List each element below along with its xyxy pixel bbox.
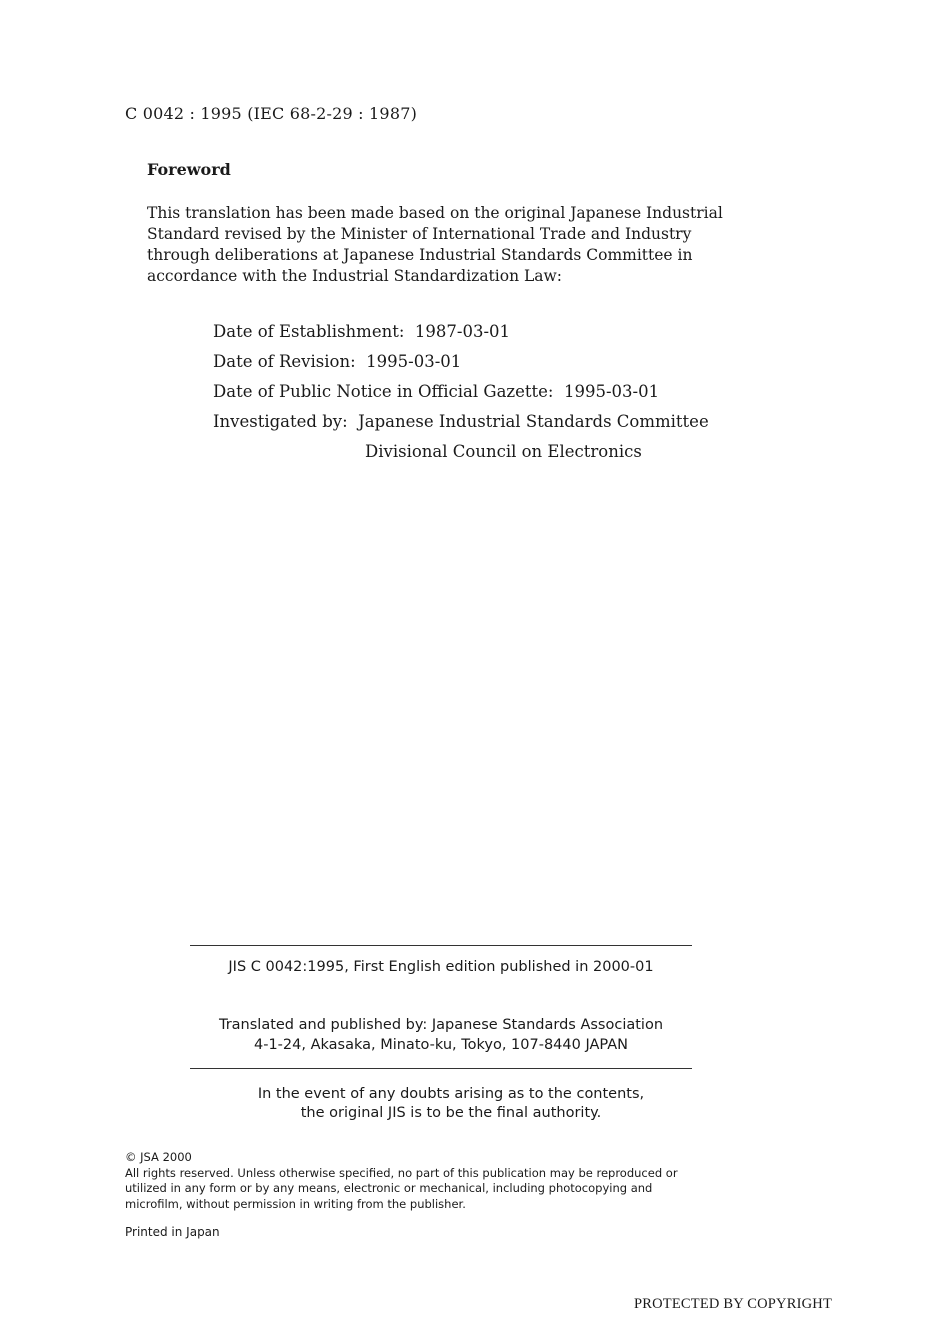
copyright-block — [125, 1150, 765, 1212]
foreword-line: This translation has been made based on the original Japanese Industrial — [147, 204, 723, 222]
revision-value: 1995-03-01 — [366, 352, 462, 371]
establishment-label: Date of Establishment: — [213, 322, 410, 341]
foreword-line: accordance with the Industrial Standardization Law: — [147, 267, 563, 285]
establishment-row — [213, 322, 510, 341]
rights-line: All rights reserved. Unless otherwise specified, no part of this publication may be reproduced or — [125, 1165, 678, 1180]
public-notice-label: Date of Public Notice in Official Gazette: — [213, 382, 559, 401]
divider-bottom — [190, 1068, 692, 1069]
authority-line-2: the original JIS is to be the final authority. — [300, 1105, 602, 1121]
authority-line-1: In the event of any doubts arising as to the contents, — [257, 1086, 645, 1102]
investigated-value: Japanese Industrial Standards Committee — [358, 412, 709, 431]
publisher-address: 4-1-24, Akasaka, Minato-ku, Tokyo, 107-8440 JAPAN — [253, 1037, 628, 1053]
investigated-council: Divisional Council on Electronics — [365, 442, 642, 461]
edition-line: JIS C 0042:1995, First English edition published in 2000-01 — [228, 959, 654, 975]
rights-line: utilized in any form or by any means, electronic or mechanical, including photocopying and — [125, 1181, 653, 1195]
investigated-row — [213, 412, 709, 431]
revision-label: Date of Revision: — [213, 352, 361, 371]
translated-by-line: Translated and published by: Japanese Standards Association — [218, 1017, 664, 1033]
establishment-value: 1987-03-01 — [414, 322, 511, 341]
public-notice-row — [213, 382, 659, 401]
rights-line: microfilm, without permission in writing from the publisher. — [125, 1196, 466, 1211]
foreword-title: Foreword — [147, 160, 231, 179]
foreword-paragraph — [147, 203, 767, 287]
copyright-notice: © JSA 2000 — [125, 1150, 192, 1164]
foreword-line: Standard revised by the Minister of International Trade and Industry — [147, 225, 692, 243]
revision-row — [213, 352, 461, 371]
protected-by-copyright-stamp: PROTECTED BY COPYRIGHT — [633, 1296, 832, 1312]
divider-top — [190, 945, 692, 946]
public-notice-value: 1995-03-01 — [563, 382, 660, 401]
document-designation: C 0042 : 1995 (IEC 68-2-29 : 1987) — [125, 104, 418, 123]
foreword-line: through deliberations at Japanese Industrial Standards Committee in — [147, 246, 693, 264]
printed-in-japan: Printed in Japan — [125, 1225, 220, 1239]
investigated-label: Investigated by: — [213, 412, 353, 431]
